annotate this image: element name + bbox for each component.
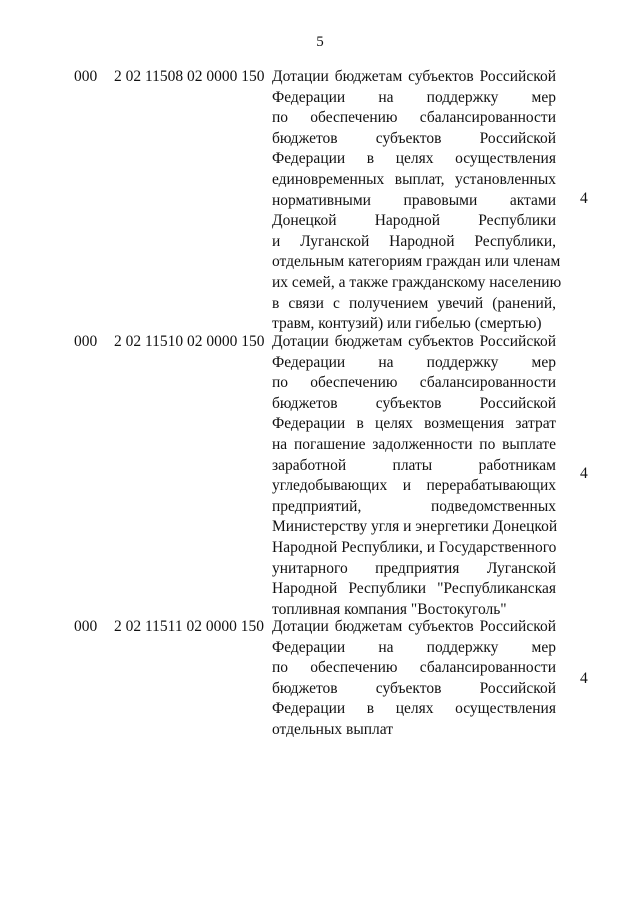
description-line: бюджетов субъектов Российской [272, 679, 556, 697]
description-line: их семей, а также гражданскому населению [272, 273, 562, 291]
description-line: по обеспечению сбалансированности [272, 659, 556, 677]
description-line: отдельным категориям граждан или членам [272, 253, 561, 271]
description-line: Народной Республики "Республиканская [272, 580, 556, 598]
description-line: заработной платы работникам [272, 456, 556, 474]
description-line: травм, контузий) или гибелью (смертью) [272, 315, 542, 333]
description-line: Дотации бюджетам субъектов Российской [272, 618, 556, 635]
description-line: Федерации на поддержку мер [272, 353, 556, 371]
description-line: Федерации в целях осуществления [272, 150, 556, 168]
description-line: Народной Республики, и Государственного [272, 538, 557, 556]
amount-value: 4 [580, 465, 588, 482]
description-line: и Луганской Народной Республики, [272, 232, 556, 250]
description-line: единовременных выплат, установленных [272, 170, 556, 188]
description-line: Донецкой Народной Республики [272, 212, 556, 230]
description-line: Дотации бюджетам субъектов Российской [272, 333, 556, 350]
description-line: угледобывающих и перерабатывающих [272, 477, 556, 495]
description-line: топливная компания "Востокуголь" [272, 600, 507, 618]
description-line: бюджетов субъектов Российской [272, 394, 556, 412]
description-line: Министерству угля и энергетики Донецкой [272, 518, 558, 536]
description-line: Федерации на поддержку мер [272, 638, 556, 656]
admin-code: 000 [74, 333, 98, 350]
description-line: по обеспечению сбалансированности [272, 374, 556, 392]
description-line: предприятий, подведомственных [272, 497, 556, 515]
admin-code: 000 [74, 68, 98, 85]
description-line: нормативными правовыми актами [272, 191, 556, 209]
description-line: бюджетов субъектов Российской [272, 129, 556, 147]
description-line: Дотации бюджетам субъектов Российской [272, 68, 556, 85]
description-line: унитарного предприятия Луганской [272, 559, 556, 577]
description-line: Федерации на поддержку мер [272, 88, 556, 106]
description-line: Федерации в целях возмещения затрат [272, 415, 556, 433]
budget-classification-code: 2 02 11511 02 0000 150 [114, 618, 264, 635]
row-description [272, 617, 556, 741]
description-line: Федерации в целях осуществления [272, 700, 556, 718]
page-number: 5 [316, 34, 324, 50]
amount-value: 4 [580, 190, 588, 207]
amount-value: 4 [580, 670, 588, 687]
description-line: в связи с получением увечий (ранений, [272, 294, 556, 312]
description-line: на погашение задолженности по выплате [272, 435, 556, 453]
description-line: по обеспечению сбалансированности [272, 109, 556, 127]
admin-code: 000 [74, 618, 98, 635]
row-description [272, 67, 562, 335]
row-description [272, 332, 556, 620]
description-line: отдельных выплат [272, 720, 394, 738]
budget-classification-code: 2 02 11510 02 0000 150 [114, 333, 265, 350]
budget-classification-code: 2 02 11508 02 0000 150 [114, 68, 265, 85]
